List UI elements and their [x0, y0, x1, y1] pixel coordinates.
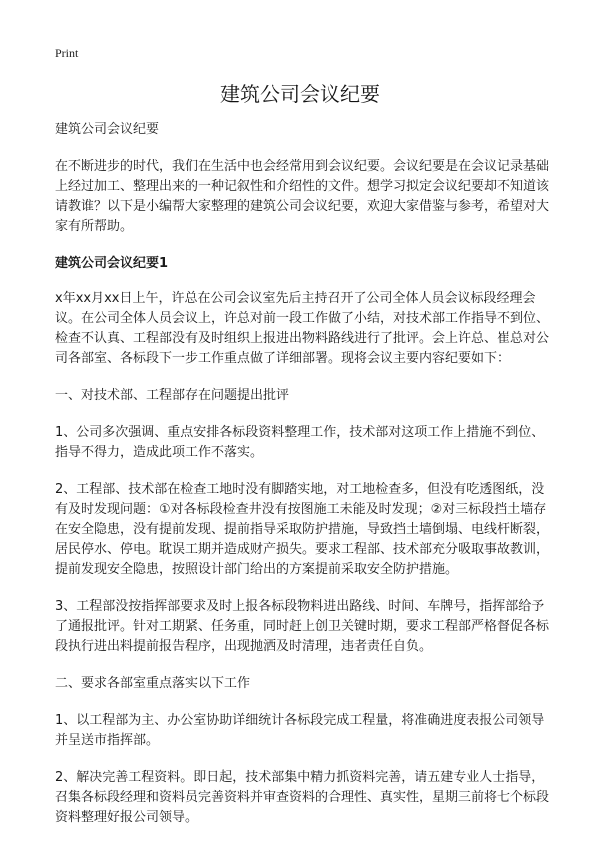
paragraph: x年xx月xx日上午，许总在公司会议室先后主持召开了公司全体人员会议标段经理会议。在公司全体人员会议上，许总对前一段工作做了小结，对技术部工作指导不到位、检查不认真、工程部没有及时组织上报进出物料路线进行了批评。会上许总、崔总对公司各部室、各标段下一步工作重点做了详细部署。现将会议主要内容纪要如下：	[55, 291, 550, 366]
document-subtitle: 建筑公司会议纪要	[55, 122, 160, 137]
paragraph: 2、解决完善工程资料。即日起，技术部集中精力抓资料完善，请五建专业人士指导，召集各标段经理和资料员完善资料并审查资料的合理性、真实性，星期三前将七个标段资料整理好报公司领导。	[55, 770, 550, 825]
paragraph: 1、公司多次强调、重点安排各标段资料整理工作，技术部对这项工作上措施不到位、指导不得力，造成此项工作不落实。	[55, 425, 545, 460]
document-title: 建筑公司会议纪要	[220, 82, 380, 106]
heading-criticism: 一、对技术部、工程部存在问题提出批评	[55, 388, 290, 403]
print-link[interactable]: Print	[55, 46, 79, 60]
section-title: 建筑公司会议纪要1	[55, 256, 169, 271]
heading-requirements: 二、要求各部室重点落实以下工作	[55, 676, 251, 691]
paragraph: 2、工程部、技术部在检查工地时没有脚踏实地，对工地检查多，但没有吃透图纸，没有及时发现问题：①对各标段检查井没有按图施工未能及时发现；②对三标段挡土墙存在安全隐患，没有提前发现、提前指导采取防护措施，导致挡土墙倒塌、电线杆断裂，居民停水、停电。耽误工期并造成财产损失。要求工程部、技术部充分吸取事故教训，提前发现安全隐患，按照设计部门给出的方案提前采取安全防护措施。	[55, 482, 550, 577]
intro-paragraph: 在不断进步的时代，我们在生活中也会经常用到会议纪要。会议纪要是在会议记录基础上经过加工、整理出来的一种记叙性和介绍性的文件。想学习拟定会议纪要却不知道该请教谁？以下是小编帮大家整理的建筑公司会议纪要，欢迎大家借鉴与参考，希望对大家有所帮助。	[55, 159, 550, 234]
paragraph: 1、以工程部为主、办公室协助详细统计各标段完成工程量，将准确进度表报公司领导并呈送市指挥部。	[55, 713, 545, 748]
paragraph: 3、工程部没按指挥部要求及时上报各标段物料进出路线、时间、车牌号，指挥部给予了通报批评。针对工期紧、任务重，同时赶上创卫关键时期，要求工程部严格督促各标段执行进出料提前报告程序，出现抛洒及时清理，违者责任自负。	[55, 599, 550, 654]
document-body	[55, 120, 550, 845]
